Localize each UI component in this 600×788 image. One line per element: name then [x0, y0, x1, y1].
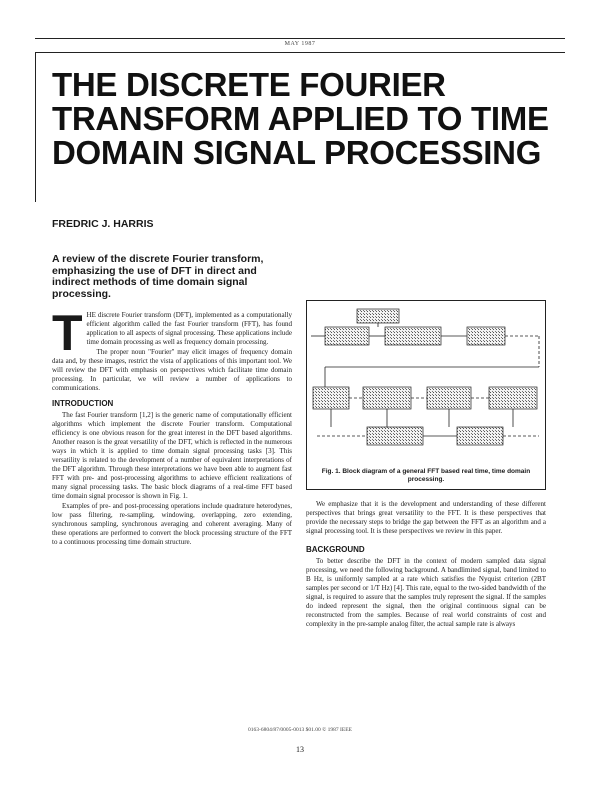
- background-paragraph-1: To better describe the DFT in the context of modern sampled data signal processing, we need the following background. A bandlimited signal, band limited to B Hz, is uniformly sampled at a rate which satisfies the Nyquist criterion (2BT samples per second or 1/T Hz) [4]. This rate, equal to the two-sided bandwidth of the signal, is required to assure that the samples truly represent the signal. If the samples do indeed represent the signal, then the original continuous signal can be reconstructed from the samples. Because of real world constraints of cost and complexity in the pre-sample analog filter, the actual sample rate is always: [306, 557, 546, 628]
- page-number: 13: [296, 745, 304, 754]
- output-block: [367, 427, 423, 445]
- block-diagram: [307, 305, 545, 465]
- author-name: FREDRIC J. HARRIS: [52, 218, 154, 230]
- introduction-paragraph-1: The fast Fourier transform [1,2] is the generic name of computationally efficient algorithms which implement the discrete Fourier transform. Computational efficiency is one obvious reason for the great interest in the DFT based algorithms. Another reason is the great versatility of the DFT, which is reflected in the numerous ways in which it is applied to time domain signal processing tasks [3]. This versatility is related to the development of a number of equivalent interpretations of the DFT algorithm. Through these interpretations we have been able to augment fast FFT with pre- and post-processing algorithms to achieve efficient realizations of many signal processing tasks. The basic block diagrams of a real-time FFT based time domain signal processor is shown in Fig. 1.: [52, 411, 292, 500]
- control-block: [457, 427, 503, 445]
- intro-paragraph-1: [52, 305, 292, 361]
- intro-paragraph-2: The proper noun "Fourier" may elicit images of frequency domain data and, by these images, restrict the vista of applications of this important tool. We will review the DFT with emphasis on perspectives which facilitate time domain processing. In particular, we will review a number of applications to communications.: [52, 348, 292, 392]
- input-block: [357, 309, 399, 323]
- figure-1: [306, 300, 546, 490]
- introduction-paragraph-2: Examples of pre- and post-processing operations include quadrature heterodynes, low pass filtering, re-sampling, windowing, overlapping, zero extending, synchronous sampling, synchronous averaging and coherent averaging. Many of these operations are performed to convert the block processing structure of the FFT to a continuous processing time domain structure.: [52, 502, 292, 546]
- right-column: [306, 500, 546, 630]
- mixer-block: [385, 327, 441, 345]
- post-block: [489, 387, 537, 409]
- section-heading-introduction: INTRODUCTION: [52, 399, 114, 408]
- window-block: [363, 387, 411, 409]
- left-margin-rule: [35, 52, 36, 202]
- right-paragraph-1: We emphasize that it is the development and understanding of these different perspectives that brings great versatility to the FFT. It is these perspectives that provide the necessary steps to bridge the gap between the FFT as an algorithm and a signal processing tool. It is these perspectives we review in this paper.: [306, 500, 546, 535]
- prefilter-block: [325, 327, 369, 345]
- fft-block: [427, 387, 471, 409]
- drop-cap: T: [52, 305, 83, 361]
- buffer-block: [313, 387, 349, 409]
- header-rule-top: [35, 38, 565, 39]
- section-heading-background: BACKGROUND: [306, 545, 365, 554]
- figure-caption: Fig. 1. Block diagram of a general FFT based real time, time domain processing.: [321, 468, 531, 483]
- issue-date: MAY 1987: [284, 41, 316, 47]
- sampler-block: [467, 327, 505, 345]
- abstract: A review of the discrete Fourier transform, emphasizing the use of DFT in direct and indirect methods of time domain signal processing.: [52, 253, 264, 300]
- header-rule-bottom: [35, 52, 565, 53]
- intro-paragraph-1-text: HE discrete Fourier transform (DFT), implemented as a computationally efficient algorithm called the fast Fourier transform (FFT), has found application to all aspects of signal processing. These applications include time domain processing as well as frequency domain processing.: [86, 311, 292, 346]
- left-column: [52, 305, 292, 548]
- copyright-line: 0163-6804/87/0005-0013 $01.00 © 1987 IEEE: [248, 727, 352, 733]
- article-title: THE DISCRETE FOURIER TRANSFORM APPLIED TO TIME DOMAIN SIGNAL PROCESSING: [52, 66, 549, 171]
